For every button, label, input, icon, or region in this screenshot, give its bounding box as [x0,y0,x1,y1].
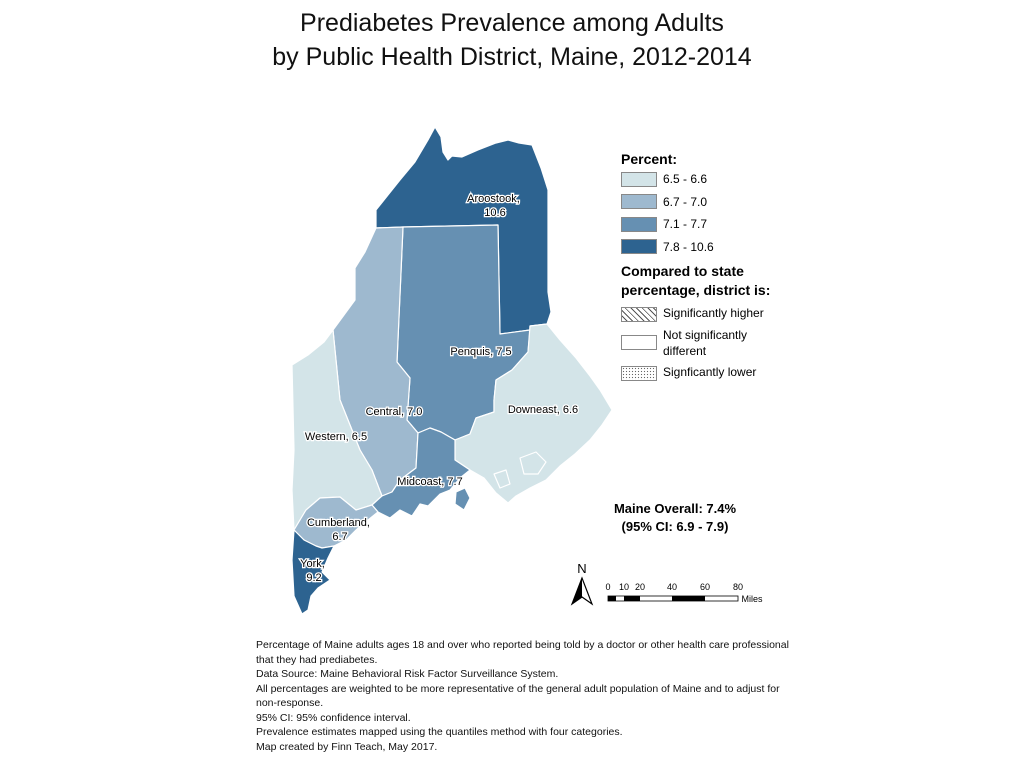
legend-class-d [621,236,821,259]
hatch-pattern-swatch [621,307,657,322]
footnote-line: Percentage of Maine adults ages 18 and over who reported being told by a doctor or other health care professional [256,639,789,651]
legend-compare-title [621,262,821,300]
legend-not-different-line1: Not significantly [663,328,748,342]
scale-tick-80: 80 [732,582,744,592]
legend-compare-title-line2: percentage, district is: [621,282,771,298]
maine-overall-ci: (95% CI: 6.9 - 7.9) [621,519,729,534]
north-arrow-label: N [577,561,587,576]
footnote-line: All percentages are weighted to be more representative of the general adult population of Maine and to adjust for [256,682,780,695]
footnote-line: Map created by Finn Teach, May 2017. [256,740,438,753]
label-cumberland-value: 6.7 [332,531,348,543]
legend-not-different-label [663,327,783,359]
island-vinalhaven [455,488,470,510]
legend-lower-label: Signficantly lower [663,365,757,379]
legend-class-d-label: 7.8 - 10.6 [663,239,714,254]
legend-percent-title: Percent: [621,151,678,167]
maine-overall [600,500,750,536]
legend-class-b [621,191,821,214]
legend-significantly-lower [621,364,821,381]
map-legend [621,150,821,381]
label-penquis: Penquis, 7.5 [450,346,512,358]
label-cumberland-name: Cumberland, [306,517,370,529]
label-york-value: 9.2 [306,572,322,584]
legend-swatch-b [621,194,657,209]
scale-tick-60: 60 [699,582,711,592]
map-title-line2: by Public Health District, Maine, 2012-2014 [272,43,752,71]
legend-class-a-label: 6.5 - 6.6 [663,172,708,187]
scale-bar [605,582,763,604]
legend-swatch-c [621,217,657,232]
footnote-line: Data Source: Maine Behavioral Risk Factor Surveillance System. [256,668,559,680]
legend-not-significant [621,327,821,359]
scale-tick-20: 20 [634,582,646,592]
legend-compare-title-line1: Compared to state [621,263,744,279]
legend-class-a [621,168,821,191]
scale-tick-10: 10 [618,582,630,592]
legend-higher-label: Significantly higher [663,306,764,320]
maine-overall-value: Maine Overall: 7.4% [613,501,737,516]
footnote-line: that they had prediabetes. [256,653,378,666]
map-title-line1: Prediabetes Prevalence among Adults [300,9,724,37]
blank-pattern-swatch [621,335,657,350]
label-aroostook-value: 10.6 [484,207,506,219]
scale-tick-40: 40 [666,582,678,592]
label-downeast: Downeast, 6.6 [507,404,579,416]
legend-class-c [621,213,821,236]
dot-pattern-swatch [621,366,657,381]
label-aroostook-name: Aroostook, [467,193,520,205]
legend-significantly-higher [621,305,821,322]
legend-swatch-d [621,239,657,254]
legend-class-c-label: 7.1 - 7.7 [663,217,708,232]
label-midcoast: Midcoast, 7.7 [397,476,463,488]
north-arrow [572,561,592,604]
legend-not-different-line2: different [663,344,707,358]
scale-unit: Miles [741,594,763,604]
label-york-name: York, [300,558,325,570]
label-central: Central, 7.0 [365,406,423,418]
label-western: Western, 6.5 [304,431,368,443]
footnote-line: non-response. [256,697,324,709]
footnote-line: 95% CI: 95% confidence interval. [256,711,411,724]
legend-swatch-a [621,172,657,187]
footnotes [256,638,816,754]
legend-class-b-label: 6.7 - 7.0 [663,194,708,209]
footnote-line: Prevalence estimates mapped using the quantiles method with four categories. [256,726,623,738]
scale-tick-0: 0 [605,582,611,592]
